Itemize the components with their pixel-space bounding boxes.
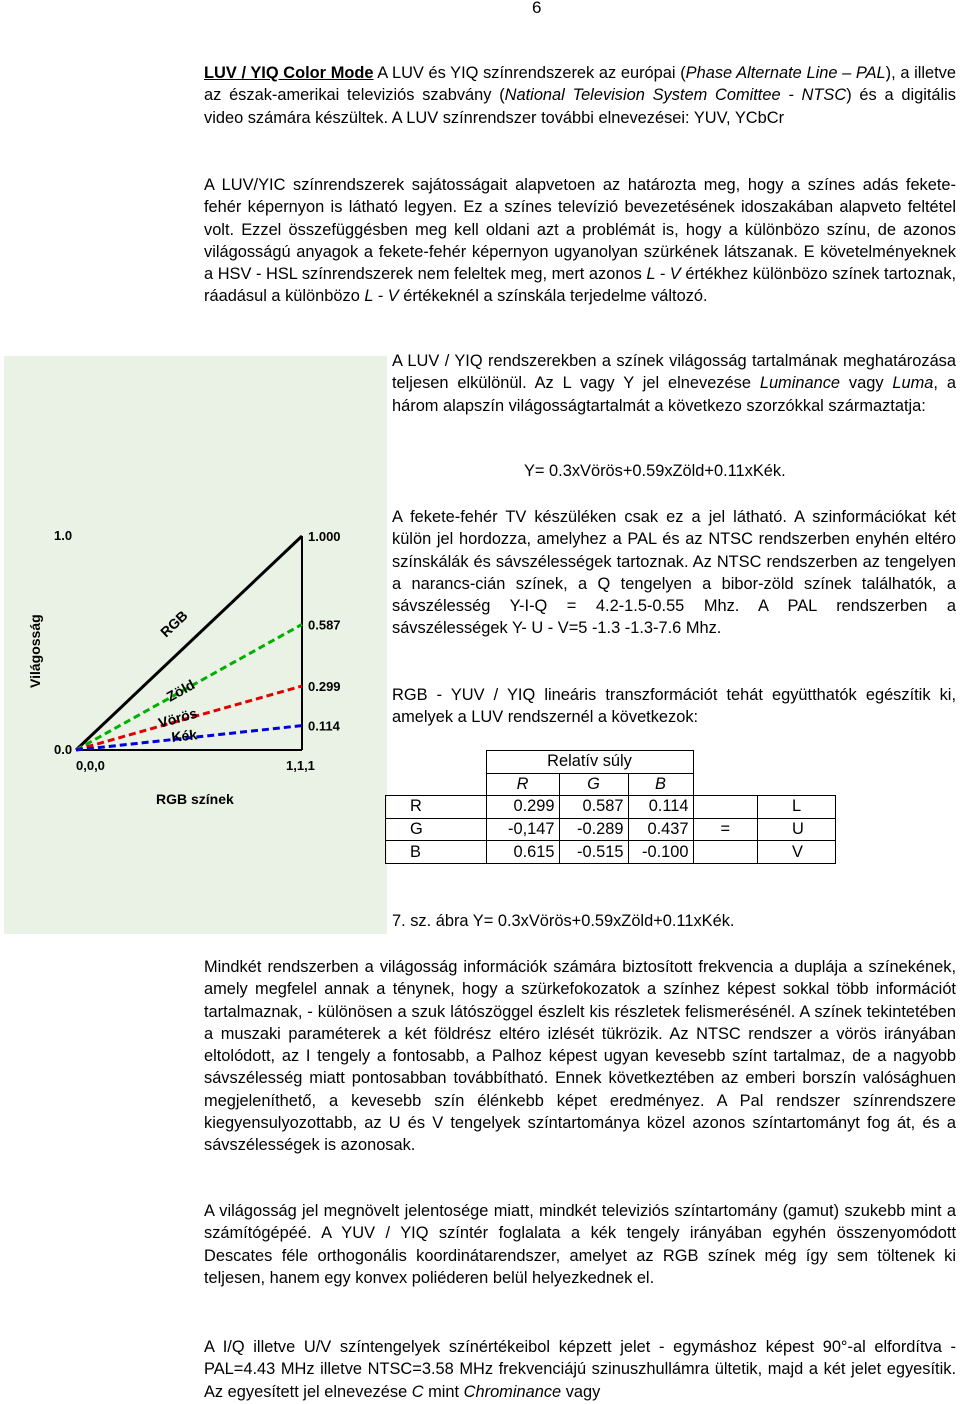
para2-italic-1: L - V — [646, 265, 681, 284]
equals-cell — [693, 796, 758, 819]
intro-text-1: A LUV és YIQ színrendszerek az európai ( — [373, 64, 686, 82]
output-label: U — [758, 818, 836, 841]
y-max-label: 1.0 — [54, 528, 73, 543]
luminance-formula: Y= 0.3xVörös+0.59xZöld+0.11xKék. — [524, 462, 786, 480]
para5-text-1: A I/Q illetve U/V színtengelyek színértékeibol képzett jelet - egymáshoz képest 90°-al elfordítva - PAL=4.43 MHz illetve NTSC=3.58 MHz frekvenciájú szinuszhullámra ültetik, majd a két jelet egyesítik. Az egyesített jel elnevezése — [204, 1338, 956, 1401]
para2-text-3: értékeknél a színskála terjedelme változó. — [398, 287, 708, 306]
right-paragraph-2: A fekete-fehér TV készüléken csak ez a jel látható. A szinformációkat két külön jel hordozza, amelyhez a PAL és az NTSC rendszerben enyhén eltéro színskálák és sávszélességek tartoznak. Az NTSC rendszerben az tengelyen a narancs-cián színek, a Q tengelyen a bibor-zöld színek találhatók, a sávszélesség Y-I-Q = 4.2-1.5-0.55 Mhz. A PAL rendszerben a sávszélességek Y- U - V=5 -1.3 -1.3-7.6 Mhz. — [392, 508, 956, 638]
weight-table — [385, 750, 836, 864]
series-end-label-rgb: 1.000 — [308, 529, 341, 544]
table-header-b: B — [628, 773, 693, 796]
figure-panel — [4, 356, 387, 934]
series-name-green: Zöld — [163, 676, 198, 705]
series-name-blue: Kék — [170, 726, 198, 745]
intro-text-2: ), a illetve az észak-amerikai televiziós szabvány ( — [204, 64, 956, 105]
paragraph-2 — [204, 174, 956, 308]
para5-italic-2: Chrominance — [463, 1382, 562, 1401]
output-label: L — [758, 796, 836, 819]
para5-text-2: mint — [423, 1382, 464, 1401]
table-row — [386, 841, 836, 864]
right-paragraph-3: RGB - YUV / YIQ lineáris transzformációt tehát együtthatók egészítik ki, amelyek a LUV rendszernél a következok: — [392, 686, 956, 727]
series-end-label-blue: 0.114 — [308, 718, 340, 734]
intro-italic-2: National Television System Comittee - NTSC — [504, 86, 847, 105]
table-row — [386, 818, 836, 841]
paragraph-3: Mindkét rendszerben a világosság információk számára biztosított frekvencia a duplája a színekének, amely megfelel annak a ténynek, hogy a szürkefokozatok a színhez képest sokkal több információt tartalmaznak, - különösen a szuk látószöggel észlelt kis részletek felismerésénél. A színek tekintetében a muszaki paraméterek a két földrész eltéro izlését tükrözik. Az NTSC rendszer a vörös irányában eltolódott, az I tengely a fontosabb, a Palhoz képest ugyan kevesebb színt tartalmaz, de a nagyobb sávszélesség miatt pontosabban továbbítható. Ennek következtében az emberi borszín valósághuen megjeleníthető, a kevesebb szín élénkebb képet eredményez. A Pal rendszer színrendszere kiegyensulyozottabb, az U és V tengelyek színtartománya közel azonos színtartományt fog át, és a sávszélességek is azonosak. — [204, 958, 956, 1155]
table-header-r: R — [486, 773, 559, 796]
table-cell: 0.587 — [559, 796, 628, 819]
right1-italic-1: Luminance — [759, 374, 841, 393]
row-label: B — [386, 841, 487, 864]
para5-italic-1: C — [411, 1382, 424, 1401]
series-name-red: Vörös — [156, 704, 200, 731]
equals-cell: = — [693, 818, 758, 841]
equals-cell — [693, 841, 758, 864]
para2-text-1: A LUV/YIC színrendszerek sajátosságait alapvetoen az határozta meg, hogy a színes adás fekete-fehér képernyon is látható legyen. Ez a színes televízió bevezetésének idoszakában alapveto feltétel volt. Ezzel összefüggésben meg kell oldani azt a problémát is, hogy a különbözo színu, de azonos világosságú anyagok a fekete-fehér képernyon ugyanolyan szürkének látszanak. E követelményeknek a HSV - HSL színrendszerek nem feleltek meg, mert azonos — [204, 176, 956, 284]
table-cell: 0.114 — [628, 796, 693, 819]
table-header-g: G — [559, 773, 628, 796]
paragraph-5 — [204, 1336, 956, 1403]
table-cell: -0.100 — [628, 841, 693, 864]
x-axis-title: RGB színek — [156, 791, 234, 806]
table-cell: 0.299 — [486, 796, 559, 819]
intro-paragraph — [204, 62, 956, 129]
row-label: R — [386, 796, 487, 819]
table-cell: -0,147 — [486, 818, 559, 841]
series-name-rgb: RGB — [157, 607, 191, 641]
series-end-label-red: 0.299 — [308, 679, 341, 695]
para2-italic-2: L - V — [364, 287, 399, 306]
para2-text-2: értékhez különbözo színek tartoznak, ráadásul a különbözo — [204, 265, 956, 306]
table-cell: -0.515 — [559, 841, 628, 864]
right1-italic-2: Luma — [892, 374, 934, 393]
intro-italic-1: Phase Alternate Line – PAL — [685, 64, 886, 82]
output-label: V — [758, 841, 836, 864]
series-end-label-green: 0.587 — [308, 617, 341, 633]
right1-text-1: A LUV / YIQ rendszerekben a színek világosság tartalmának meghatározása teljesen elkülönül. Az L vagy Y jel elnevezése — [392, 352, 956, 393]
table-cell: -0.289 — [559, 818, 628, 841]
x-start-label: 0,0,0 — [76, 758, 105, 773]
luminance-chart — [4, 506, 387, 806]
y-axis-title: Világosság — [27, 614, 43, 688]
table-cell: 0.615 — [486, 841, 559, 864]
table-title: Relatív súly — [486, 751, 693, 774]
figure-caption: 7. sz. ábra Y= 0.3xVörös+0.59xZöld+0.11xKék. — [392, 912, 735, 930]
table-row — [386, 796, 836, 819]
para5-text-3: vagy — [561, 1382, 601, 1401]
table-cell: 0.437 — [628, 818, 693, 841]
y-min-label: 0.0 — [54, 742, 73, 757]
right1-text-3: , a három alapszín világosságtartalmát a következo szorzókkal származtatja: — [392, 374, 956, 415]
page-number: 6 — [532, 0, 542, 17]
right1-text-2: vagy — [840, 374, 893, 393]
paragraph-4: A világosság jel megnövelt jelentosége miatt, mindkét televiziós színtartomány (gamut) szukebb mint a számítógépéé. A YUV / YIQ színtér foglalata a kék tengely irányában egyhén összenyomódott Descates féle orthogonális koordinátarendszer, amelyet az RGB színek még így sem töltenek ki teljesen, hanem egy konvex poliéderen belül helyezkednek el. — [204, 1202, 956, 1287]
x-end-label: 1,1,1 — [286, 758, 315, 773]
right-paragraph-1 — [392, 350, 956, 417]
row-label: G — [386, 818, 487, 841]
section-heading: LUV / YIQ Color Mode — [204, 64, 374, 82]
intro-text-3: ) és a digitális video számára készültek. A LUV színrendszer további elnevezései: YUV, YCbCr — [204, 86, 957, 127]
